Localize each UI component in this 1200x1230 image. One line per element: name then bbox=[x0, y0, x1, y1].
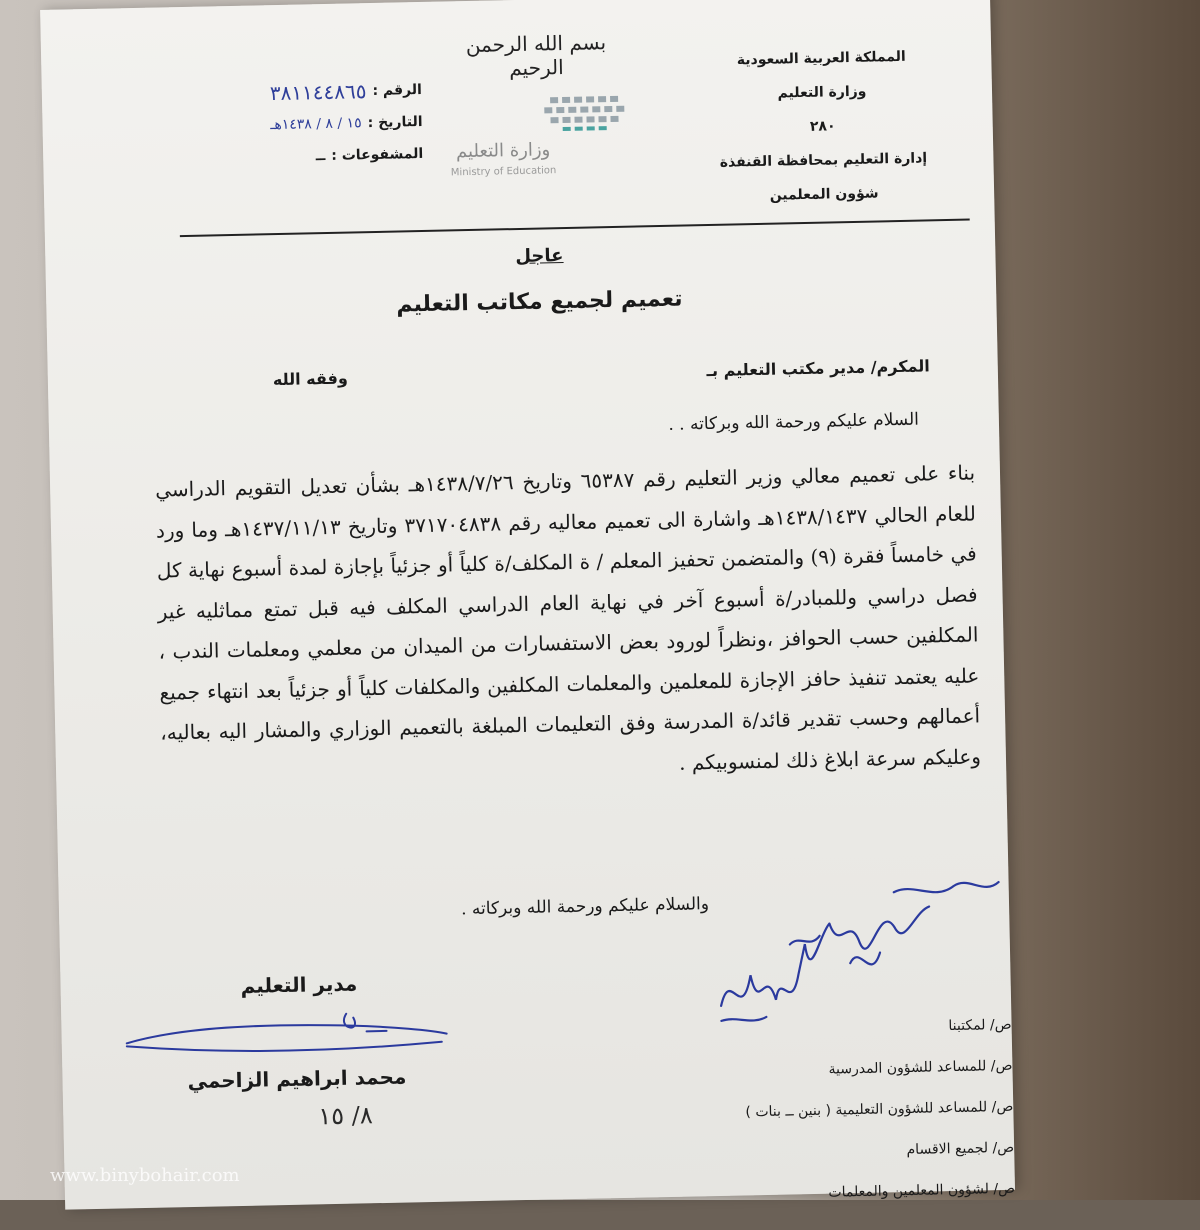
logo-arabic-text: وزارة التعليم bbox=[455, 139, 551, 163]
cc-item: ص/ لمكتبنا bbox=[948, 1016, 1012, 1035]
logo-english-text: Ministry of Education bbox=[450, 165, 557, 179]
date-row bbox=[192, 106, 423, 143]
header-line-ministry: وزارة التعليم bbox=[777, 83, 867, 102]
bismillah-calligraphy: بسم الله الرحمن الرحيم bbox=[465, 30, 607, 81]
cc-item: ص/ للمساعد للشؤون التعليمية ( بنين ــ بنات ) bbox=[745, 1098, 1014, 1121]
director-signature-icon bbox=[121, 1002, 452, 1069]
blessing-line: وفقه الله bbox=[272, 368, 349, 390]
number-value: ٣٨١١٤٤٨٦٥ bbox=[269, 79, 367, 106]
signatory-date: ٨/ ١٥ bbox=[318, 1101, 374, 1131]
header-divider bbox=[180, 219, 970, 238]
letter-subject: تعميم لجميع مكاتب التعليم bbox=[396, 286, 683, 318]
header-left-block bbox=[192, 74, 424, 175]
cc-item: ص/ للمساعد للشؤون المدرسية bbox=[828, 1057, 1013, 1078]
header-line-department: شؤون المعلمين bbox=[769, 185, 879, 204]
closing-line: والسلام عليكم ورحمة الله وبركاته . bbox=[460, 894, 710, 920]
cc-item: ص/ لشؤون المعلمين والمعلمات bbox=[828, 1180, 1016, 1201]
greeting-line: السلام عليكم ورحمة الله وبركاته . . bbox=[668, 409, 920, 435]
addressee-line: المكرم/ مدير مكتب التعليم بـ bbox=[706, 356, 930, 381]
number-row bbox=[192, 74, 423, 111]
urgent-label: عاجل bbox=[515, 245, 564, 268]
signatory-name: محمد ابراهيم الزاحمي bbox=[187, 1064, 407, 1094]
date-label: التاريخ : bbox=[367, 113, 423, 132]
letter-body: بناء على تعميم معالي وزير التعليم رقم ٦٥٣٨٧ وتاريخ ١٤٣٨/٧/٢٦هـ بشأن تعديل التقويم الدراسي للعام الحالي ١٤٣٨/١٤٣٧هـ واشارة الى تعميم معاليه رقم ٣٧١٧٠٤٨٣٨ وتاريخ ١٤٣٧/١١/١٣هـ وما ورد في خامساً فقرة (٩) والمتضمن تحفيز المعلم / ة المكلف/ة كلياً أو جزئياً بإجازة لمدة أسبوع نهاية كل فصل دراسي وللمبادر/ة أسبوع آخر في نهاية العام الدراسي المكلف فيه قبل تمتع مماثليه غير المكلفين حسب الحوافز ،ونظراً لورود بعض الاستفسارات من الميدان من معلمي ومعلمات الندب ، عليه يعتمد تنفيذ حافز الإجازة للمعلمين والمعلمات المكلفين والمكلفات كلياً أو جزئياً بعد انتهاء جميع أعمالهم وحسب تقدير قائد/ة المدرسة وفق التعليمات المبلغة بالتعميم الوزاري والمشار اليه بعاليه، وعليكم سرعة ابلاغ ذلك لمنسوبيكم . bbox=[154, 460, 982, 775]
cc-list bbox=[651, 1005, 1015, 1217]
number-label: الرقم : bbox=[372, 81, 423, 100]
letter-page bbox=[40, 0, 1015, 1210]
attachments-value: ــ bbox=[315, 148, 326, 165]
header-line-code: ٢٨٠ bbox=[809, 118, 836, 135]
header-line-directorate: إدارة التعليم بمحافظة القنفذة bbox=[719, 150, 928, 171]
attachments-row bbox=[193, 138, 424, 175]
attachments-label: المشفوعات : bbox=[331, 145, 424, 164]
header-right-block bbox=[701, 39, 945, 214]
header-line-country: المملكة العربية السعودية bbox=[736, 48, 906, 69]
site-watermark: www.binybohair.com bbox=[50, 1165, 240, 1186]
signatory-title: مدير التعليم bbox=[240, 971, 358, 998]
date-value: ١٥ / ٨ / ١٤٣٨هـ bbox=[270, 115, 362, 134]
cc-item: ص/ لجميع الاقسام bbox=[906, 1139, 1015, 1159]
